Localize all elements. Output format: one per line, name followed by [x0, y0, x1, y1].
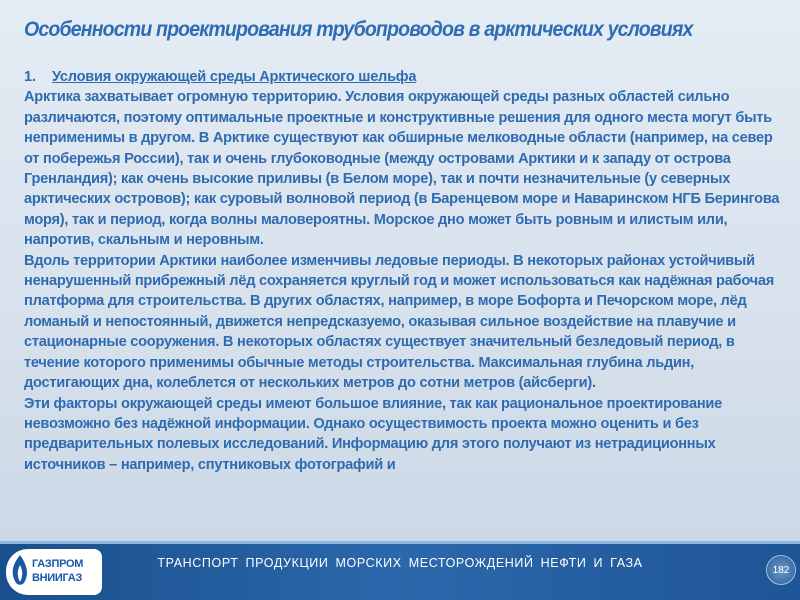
paragraph-environment: Арктика захватывает огромную территорию. Условия окружающей среды разных областей сильно различаются, поэтому оптимальные проектные и конструктивные решения для одного места могут быть неприменимы в другом. В Арктике существуют как обширные мелководные области (например, на север от побережья России), так и очень глубоководные (между островами Арктики и к западу от острова Гренландия); как очень высокие приливы (в Белом море), так и почти незначительные (у северных арктических островов); как суровый волновой период (в Баренцевом море и Наваринском НГБ Берингова моря), так и период, когда волны маловероятны. Морское дно может быть ровным и илистым или, напротив, скальным и неровным.	[24, 89, 780, 249]
logo-text-line2: ВНИИГАЗ	[32, 572, 82, 584]
slide-content	[24, 67, 784, 475]
footer-bar	[0, 543, 800, 600]
section-heading	[24, 67, 784, 87]
paragraph-information: Эти факторы окружающей среды имеют большое влияние, так как рациональное проектирование невозможно без надёжной информации. Однако осуществимость проекта можно оценить и без предварительных полевых исследований. Информацию для этого получают из нетрадиционных источников – например, спутниковых фотографий и	[24, 395, 722, 473]
paragraph-ice-periods: Вдоль территории Арктики наиболее изменчивы ледовые периоды. В некоторых районах устойчивый ненарушенный прибрежный лёд сохраняется круглый год и может использоваться как надёжная рабочая платформа для строительства. В других областях, например, в море Бофорта и Печорском море, лёд ломаный и непостоянный, движется непредсказуемо, оказывая сильное воздействие на плавучие и стационарные сооружения. В некоторых областях существует значительный безледовый период, в течение которого применимы обычные методы строительства. Максимальная глубина льдин, достигающих дна, колеблется от нескольких метров до сотни метров (айсберги).	[24, 252, 774, 392]
footer-caption: ТРАНСПОРТ ПРОДУКЦИИ МОРСКИХ МЕСТОРОЖДЕНИЙ НЕФТИ И ГАЗА	[157, 556, 643, 570]
section-number: 1.	[24, 69, 36, 85]
logo-text-line1: ГАЗПРОМ	[32, 558, 84, 570]
page-number-badge: 182	[766, 555, 796, 585]
footer-divider	[0, 541, 800, 544]
section-heading-text: Условия окружающей среды Арктического шельфа	[52, 69, 417, 85]
slide-title: Особенности проектирования трубопроводов в арктических условиях	[24, 18, 693, 41]
